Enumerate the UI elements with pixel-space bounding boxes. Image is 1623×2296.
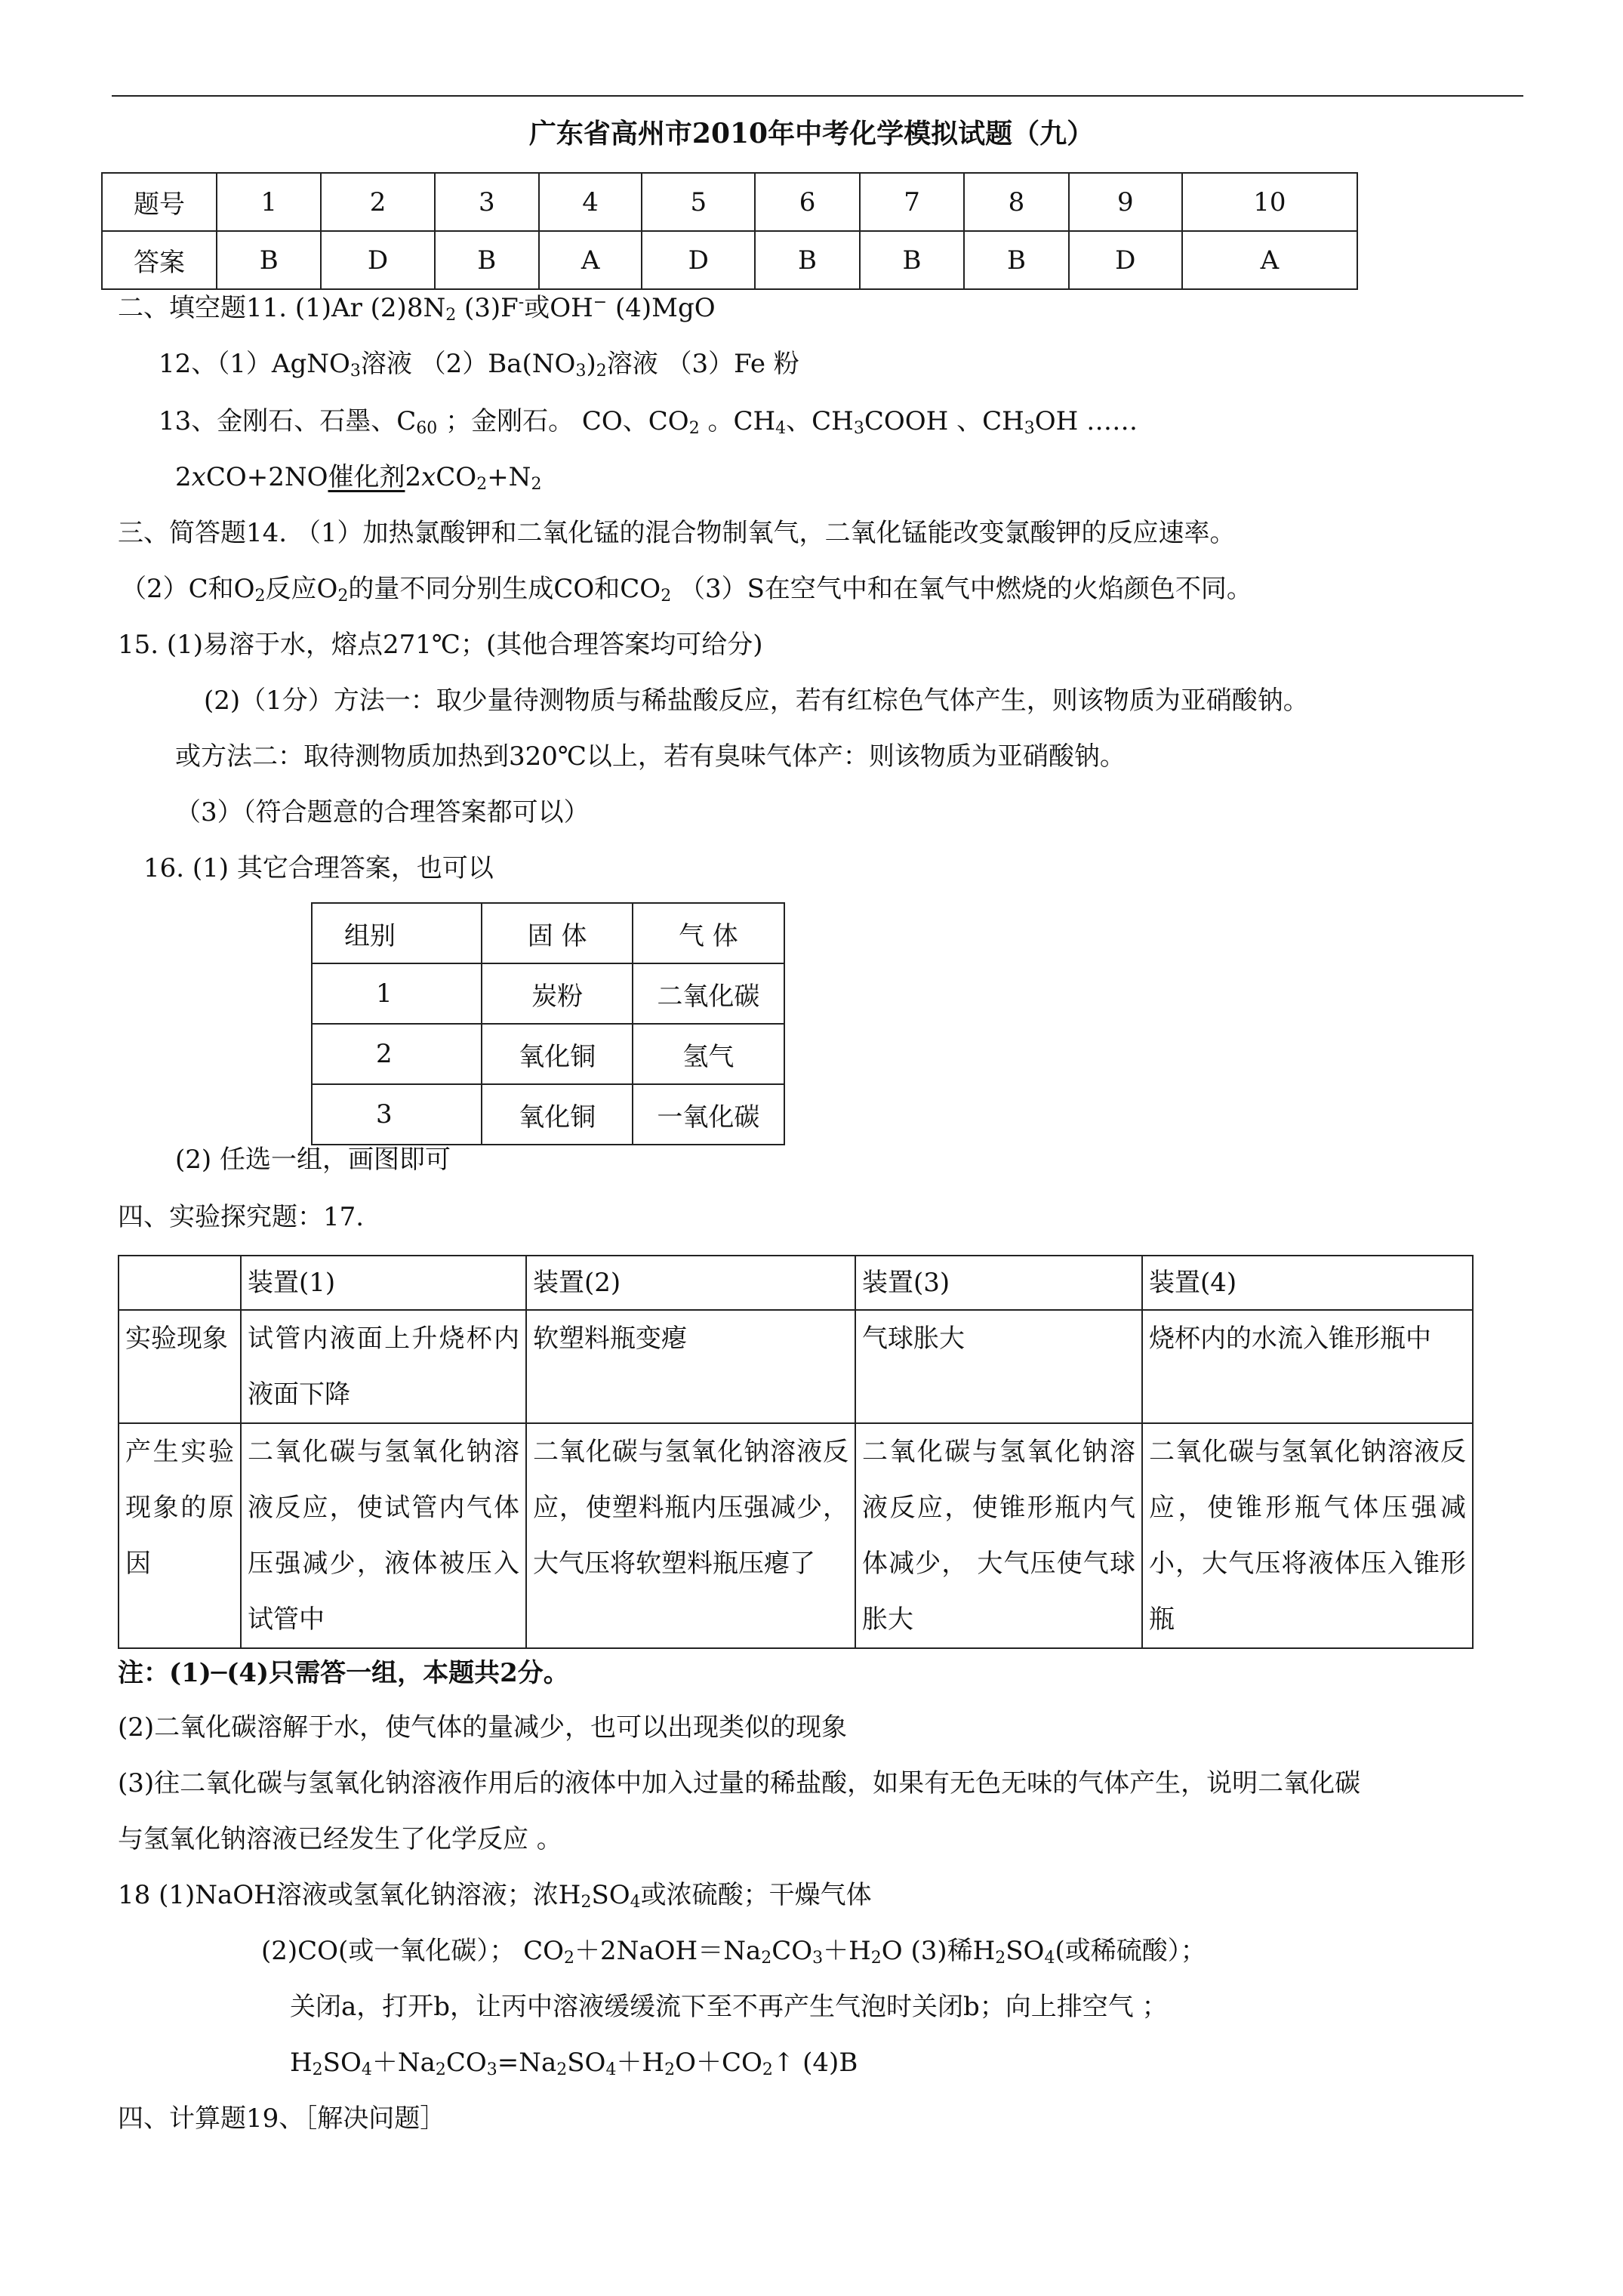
table-row (312, 1084, 784, 1145)
note-line-4: 与氢氧化钠溶液已经发生了化学反应 。 (118, 1824, 562, 1854)
column-header: 固 体 (482, 903, 632, 963)
answer-line-q14-1: 三、简答题14. （1）加热氯酸钾和二氧化锰的混合物制氧气，二氧化锰能改变氯酸钾的反应速率。 (118, 518, 1236, 548)
row-label: 产生实验现象的原因 (119, 1423, 241, 1648)
table-cell: 二氧化碳与氢氧化钠溶液反应，使塑料瓶内压强减少，大气压将软塑料瓶压瘪了 (526, 1423, 855, 1648)
table-cell: 气球胀大 (855, 1310, 1142, 1423)
table-cell: 试管内液面上升烧杯内液面下降 (241, 1310, 526, 1423)
table-cell: 9 (1069, 173, 1182, 231)
row-label: 实验现象 (119, 1310, 241, 1423)
table-row (312, 1024, 784, 1084)
answer-line-q15-2: (2)（1分）方法一：取少量待测物质与稀盐酸反应，若有红棕色气体产生，则该物质为亚硝酸钠。 (204, 686, 1309, 716)
table-row (312, 963, 784, 1024)
page-title: 广东省高州市2010年中考化学模拟试题（九） (528, 118, 1095, 149)
table-cell: 8 (964, 173, 1068, 231)
table-cell: 二氧化碳 (633, 963, 784, 1024)
answer-line-q16-2: (2) 任选一组，画图即可 (175, 1145, 451, 1175)
table-cell: 氢气 (633, 1024, 784, 1084)
column-header: 装置(3) (855, 1256, 1142, 1310)
table-cell: 软塑料瓶变瘪 (526, 1310, 855, 1423)
table-cell: 3 (435, 173, 539, 231)
section-heading-q17: 四、实验探究题：17. (118, 1202, 365, 1232)
answer-line-q16: 16. (1) 其它合理答案，也可以 (143, 853, 494, 883)
table-cell: 氧化铜 (482, 1024, 632, 1084)
table-cell: B (217, 231, 321, 289)
note-line-1: 注：(1)─(4)只需答一组，本题共2分。 (118, 1658, 569, 1688)
answer-line-q18-2: (2)CO(或一氧化碳）； $CO_2+2NaOH=Na_2CO_3+H_2O$ (3)稀$H_2SO_4$(或稀硫酸）； (261, 1936, 1206, 1968)
table-cell: A (1182, 231, 1357, 289)
table-cell: 6 (755, 173, 859, 231)
answer-line-q11: 二、填空题11. (1)Ar $(2)8N_2$ (3)F-或OH− (4)MgO (118, 293, 716, 325)
answer-line-q13: 13、金刚石、石墨、$C_{60}$ ；金刚石。 CO、$CO_2$ 。$CH_4$、$CH_3COOH$ 、$CH_3OH$ …… (159, 406, 1138, 438)
table-cell: 烧杯内的水流入锥形瓶中 (1142, 1310, 1473, 1423)
group-table (311, 902, 785, 1145)
answer-line-q15-1: 15. (1)易溶于水，熔点271℃；(其他合理答案均可给分) (118, 630, 763, 660)
row-label: 题号 (102, 173, 217, 231)
column-header: 组别 (312, 903, 482, 963)
table-cell: 1 (217, 173, 321, 231)
table-cell: 2 (321, 173, 434, 231)
table-cell: 一氧化碳 (633, 1084, 784, 1145)
table-cell: 7 (860, 173, 964, 231)
answer-table (101, 172, 1358, 290)
table-cell: B (964, 231, 1068, 289)
table-cell: 二氧化碳与氢氧化钠溶液反应，使锥形瓶内气体减少， 大气压使气球胀大 (855, 1423, 1142, 1648)
table-header-row (312, 903, 784, 963)
row-label: 答案 (102, 231, 217, 289)
answer-table-answer-row (102, 231, 1357, 289)
equation-line: 2xCO+2NO催化剂$2xCO_2+N_2$ (175, 462, 542, 494)
answer-line-q15-3: 或方法二：取待测物质加热到320℃以上，若有臭味气体产：则该物质为亚硝酸钠。 (175, 741, 1126, 772)
column-header: 装置(4) (1142, 1256, 1473, 1310)
table-cell: D (642, 231, 755, 289)
answer-line-q14-2: （2）C和$O_2$反应$O_2$的量不同分别生成CO和$CO_2$ （3）S在空气中和在氧气中燃烧的火焰颜色不同。 (121, 574, 1252, 606)
column-header: 装置(1) (241, 1256, 526, 1310)
answer-line-q12: 12、（1）AgNO$_3$溶液 $(2)Ba(NO_3)_2$溶液 （3）Fe 粉 (159, 349, 799, 381)
table-cell: 二氧化碳与氢氧化钠溶液反应，使锥形瓶气体压强减小，大气压将液体压入锥形瓶 (1142, 1423, 1473, 1648)
table-cell: 10 (1182, 173, 1357, 231)
table-cell: 二氧化碳与氢氧化钠溶液反应，使试管内气体压强减少，液体被压入试管中 (241, 1423, 526, 1648)
answer-line-q18-1: 18 (1)NaOH溶液或氢氧化钠溶液；浓$H_2SO_4$或浓硫酸；干燥气体 (118, 1880, 872, 1912)
table-row (119, 1423, 1473, 1648)
column-header: 气 体 (633, 903, 784, 963)
experiment-table (118, 1255, 1474, 1649)
table-cell: 5 (642, 173, 755, 231)
table-cell: 2 (312, 1024, 482, 1084)
section-heading-q19: 四、计算题19、［解决问题］ (118, 2103, 446, 2134)
top-rule (112, 95, 1523, 97)
table-cell: 3 (312, 1084, 482, 1145)
table-cell: 炭粉 (482, 963, 632, 1024)
answer-line-q15-4: （3）（符合题意的合理答案都可以） (175, 797, 590, 827)
answer-line-q18-4: $H_2SO_4+Na_2CO_3=Na_2SO_4+H_2O+CO_2↑$ (4)B (290, 2048, 858, 2079)
table-cell: B (755, 231, 859, 289)
table-cell: D (321, 231, 434, 289)
column-header (119, 1256, 241, 1310)
note-line-3: (3)往二氧化碳与氢氧化钠溶液作用后的液体中加入过量的稀盐酸，如果有无色无味的气体产生，说明二氧化碳 (118, 1768, 1361, 1798)
table-cell: 4 (539, 173, 642, 231)
table-cell: 氧化铜 (482, 1084, 632, 1145)
table-header-row (119, 1256, 1473, 1310)
note-line-2: (2)二氧化碳溶解于水，使气体的量减少，也可以出现类似的现象 (118, 1712, 848, 1743)
table-cell: 1 (312, 963, 482, 1024)
table-cell: B (435, 231, 539, 289)
table-cell: A (539, 231, 642, 289)
answer-table-number-row (102, 173, 1357, 231)
table-cell: B (860, 231, 964, 289)
answer-line-q18-3: 关闭a，打开b，让丙中溶液缓缓流下至不再产生气泡时关闭b；向上排空气 ； (290, 1992, 1168, 2022)
table-row (119, 1310, 1473, 1423)
column-header: 装置(2) (526, 1256, 855, 1310)
table-cell: D (1069, 231, 1182, 289)
